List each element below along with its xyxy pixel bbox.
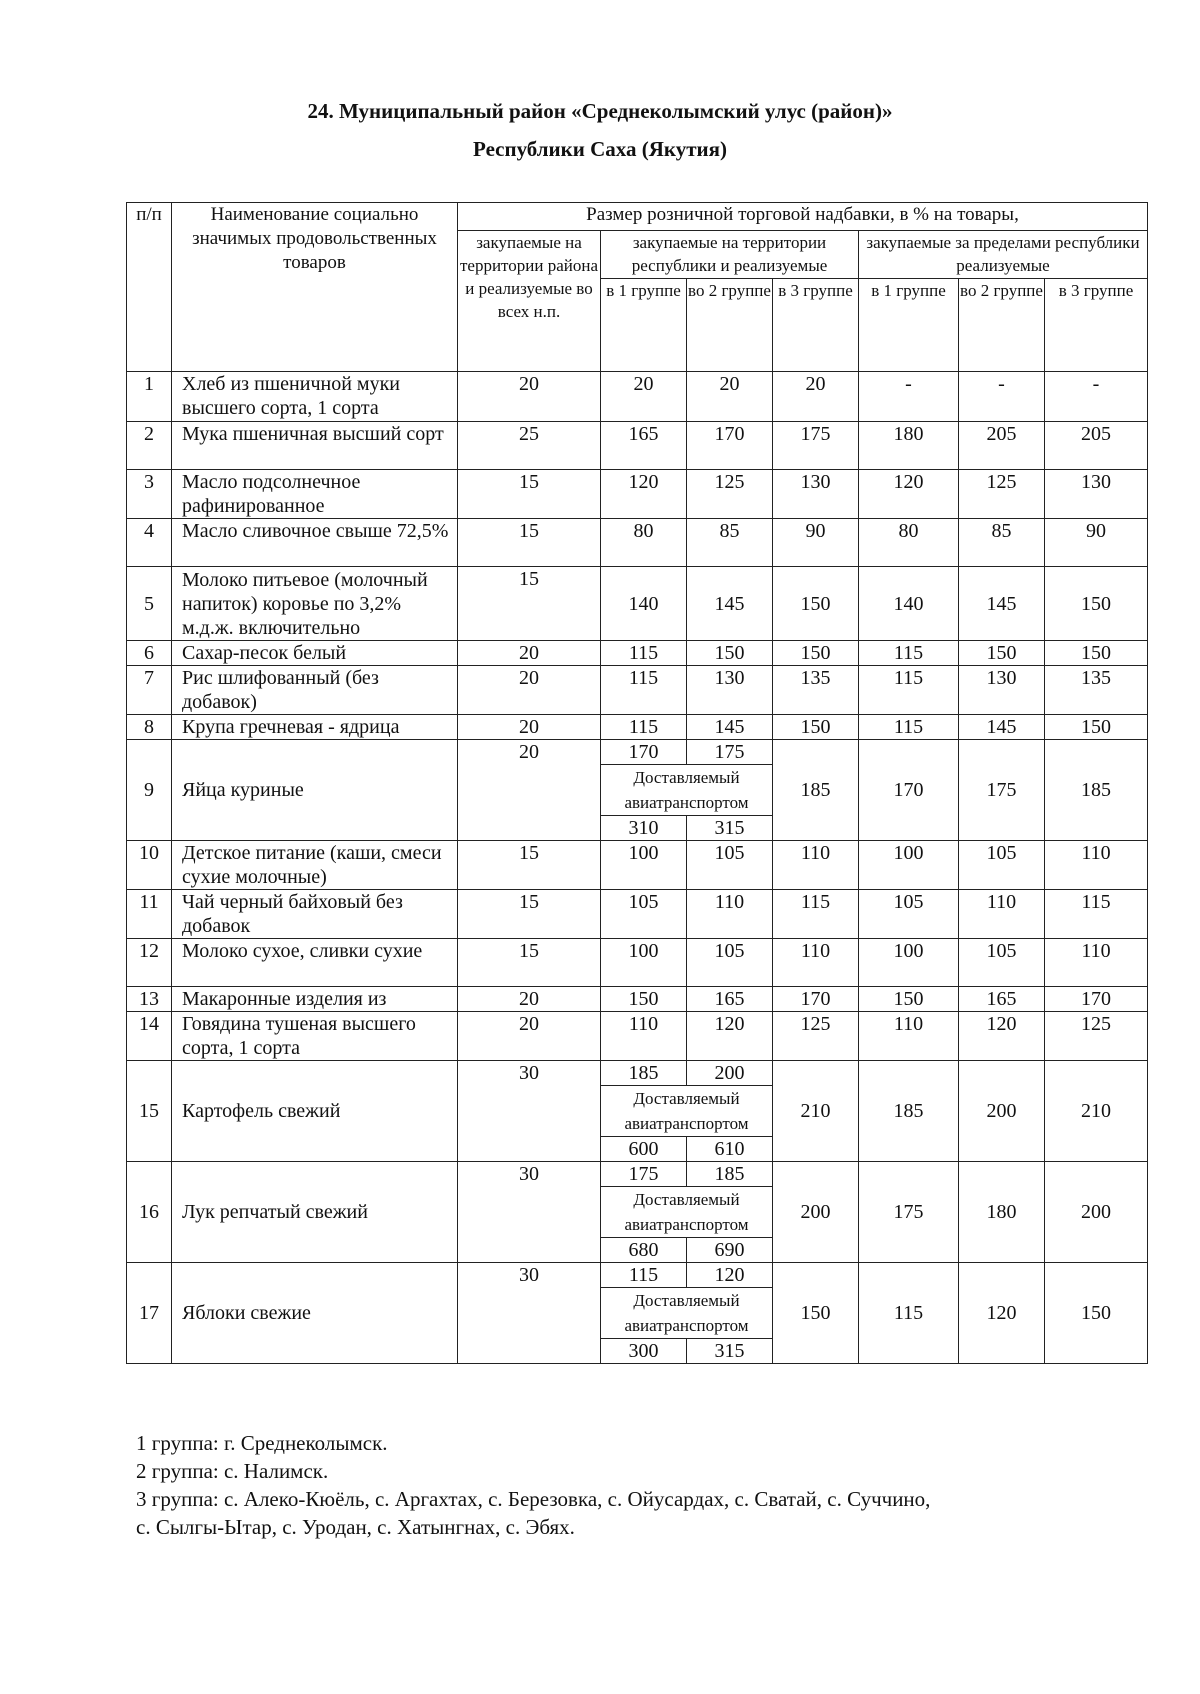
- table-row: [127, 519, 1148, 567]
- cell-air-delivery: [601, 740, 773, 841]
- table-row: [127, 890, 1148, 939]
- cell-o1: 115: [859, 666, 959, 715]
- cell-r2: 20: [687, 372, 773, 422]
- cell-local: 15: [458, 841, 601, 890]
- cell-r1: 185: [601, 1061, 687, 1086]
- cell-n: 8: [127, 715, 172, 740]
- table-row: [127, 987, 1148, 1012]
- cell-local: 15: [458, 890, 601, 939]
- cell-name: Масло подсолнечное рафинированное: [172, 470, 458, 519]
- cell-r2: 165: [687, 987, 773, 1012]
- cell-r1: 20: [601, 372, 687, 422]
- cell-r3: 110: [773, 939, 859, 987]
- cell-r2: 170: [687, 422, 773, 470]
- cell-local: 20: [458, 1012, 601, 1061]
- table-row: [127, 470, 1148, 519]
- cell-n: 6: [127, 641, 172, 666]
- air-delivery-label: Доставляемый авиатранспортом: [601, 1086, 772, 1137]
- header-out-g2: во 2 группе: [959, 279, 1045, 372]
- cell-r2: 150: [687, 641, 773, 666]
- cell-r2: 105: [687, 841, 773, 890]
- cell-o1: 150: [859, 987, 959, 1012]
- legend-group-3-continued: с. Сылгы-Ытар, с. Уродан, с. Хатынгнах, с. Эбях.: [136, 1515, 575, 1539]
- cell-air-delivery: [601, 1162, 773, 1263]
- cell-n: 11: [127, 890, 172, 939]
- cell-r1: 105: [601, 890, 687, 939]
- cell-r3: 135: [773, 666, 859, 715]
- cell-o2: 180: [959, 1162, 1045, 1263]
- cell-o3: 90: [1045, 519, 1148, 567]
- cell-local: 20: [458, 666, 601, 715]
- cell-r2: 125: [687, 470, 773, 519]
- cell-o2: 120: [959, 1012, 1045, 1061]
- cell-local: 20: [458, 641, 601, 666]
- table-row: [127, 939, 1148, 987]
- cell-air-g2: 690: [687, 1238, 773, 1263]
- table-row: [127, 841, 1148, 890]
- header-rep-g2: во 2 группе: [687, 279, 773, 372]
- cell-name: Молоко питьевое (молочный напиток) коровье по 3,2% м.д.ж. включительно: [172, 567, 458, 641]
- cell-o3: 150: [1045, 567, 1148, 641]
- cell-air-g1: 300: [601, 1339, 687, 1364]
- cell-r2: 85: [687, 519, 773, 567]
- cell-r2: 130: [687, 666, 773, 715]
- cell-r1: 140: [601, 567, 687, 641]
- cell-local: 30: [458, 1162, 601, 1263]
- cell-r3: 210: [773, 1061, 859, 1162]
- table-row: [127, 422, 1148, 470]
- cell-o2: 150: [959, 641, 1045, 666]
- cell-r1: 150: [601, 987, 687, 1012]
- cell-r2: 145: [687, 567, 773, 641]
- cell-r1: 100: [601, 841, 687, 890]
- legend-group-1: 1 группа: г. Среднеколымск.: [136, 1431, 388, 1455]
- cell-r2: 145: [687, 715, 773, 740]
- header-num: п/п: [127, 203, 172, 372]
- table-row: [127, 641, 1148, 666]
- cell-o1: 100: [859, 841, 959, 890]
- cell-name: Молоко сухое, сливки сухие: [172, 939, 458, 987]
- cell-n: 2: [127, 422, 172, 470]
- cell-air-delivery: [601, 1061, 773, 1162]
- cell-o1: 115: [859, 1263, 959, 1364]
- cell-r3: 185: [773, 740, 859, 841]
- cell-n: 12: [127, 939, 172, 987]
- cell-r1: 80: [601, 519, 687, 567]
- cell-name: Чай черный байховый без добавок: [172, 890, 458, 939]
- cell-r2: 185: [714, 1163, 745, 1185]
- cell-air-g1: 600: [601, 1137, 687, 1162]
- cell-local: 30: [458, 1061, 601, 1162]
- cell-o2: 175: [959, 740, 1045, 841]
- markup-table: [126, 202, 1148, 1364]
- table-row: [127, 1012, 1148, 1061]
- cell-o2: 120: [959, 1263, 1045, 1364]
- cell-name: Макаронные изделия из: [172, 987, 458, 1012]
- cell-n: 1: [127, 372, 172, 422]
- cell-r2: 175: [714, 741, 745, 763]
- header-local: закупаемые на территории района и реализуемые во всех н.п.: [458, 231, 601, 372]
- table-row: [127, 1263, 1148, 1364]
- cell-r3: 125: [773, 1012, 859, 1061]
- cell-r1: 170: [601, 740, 687, 765]
- cell-o3: 185: [1045, 740, 1148, 841]
- cell-n: 16: [127, 1162, 172, 1263]
- cell-o3: 150: [1045, 715, 1148, 740]
- table-row: [127, 666, 1148, 715]
- air-delivery-label: Доставляемый авиатранспортом: [601, 1288, 772, 1339]
- page-title: 24. Муниципальный район «Среднеколымский улус (район)»: [307, 99, 893, 123]
- header-out-g3: в 3 группе: [1045, 279, 1148, 372]
- cell-o1: 105: [859, 890, 959, 939]
- cell-local: 15: [458, 470, 601, 519]
- cell-air-g2: 315: [687, 1339, 773, 1364]
- cell-r3: 110: [773, 841, 859, 890]
- cell-name: Говядина тушеная высшего сорта, 1 сорта: [172, 1012, 458, 1061]
- cell-r2: 110: [687, 890, 773, 939]
- cell-n: 5: [127, 567, 172, 641]
- cell-o2: 205: [959, 422, 1045, 470]
- cell-o3: 110: [1045, 841, 1148, 890]
- header-markup: Размер розничной торговой надбавки, в % на товары,: [458, 203, 1148, 231]
- cell-o3: 200: [1045, 1162, 1148, 1263]
- table-row: [127, 567, 1148, 641]
- cell-name: Яйца куриные: [172, 740, 458, 841]
- cell-r3: 20: [773, 372, 859, 422]
- cell-local: 20: [458, 372, 601, 422]
- cell-o1: 175: [859, 1162, 959, 1263]
- cell-local: 15: [458, 519, 601, 567]
- cell-n: 7: [127, 666, 172, 715]
- cell-o2: 105: [959, 841, 1045, 890]
- group-legend: [136, 1429, 1136, 1541]
- cell-air-g1: 680: [601, 1238, 687, 1263]
- cell-r3: 115: [773, 890, 859, 939]
- cell-o2: -: [959, 372, 1045, 422]
- cell-air-g1: 310: [601, 816, 687, 841]
- header-republic: закупаемые на территории республики и реализуемые: [601, 231, 859, 279]
- cell-n: 17: [127, 1263, 172, 1364]
- cell-r3: 175: [773, 422, 859, 470]
- cell-o2: 145: [959, 715, 1045, 740]
- cell-r1: 115: [601, 1263, 687, 1288]
- cell-r2: 200: [714, 1062, 745, 1084]
- cell-r2: 105: [687, 939, 773, 987]
- cell-o1: 100: [859, 939, 959, 987]
- cell-local: 25: [458, 422, 601, 470]
- cell-r1: 110: [601, 1012, 687, 1061]
- cell-o3: 150: [1045, 641, 1148, 666]
- cell-name: Детское питание (каши, смеси сухие молочные): [172, 841, 458, 890]
- table-row: [127, 715, 1148, 740]
- cell-o1: 115: [859, 715, 959, 740]
- cell-o3: 210: [1045, 1061, 1148, 1162]
- cell-r3: 200: [773, 1162, 859, 1263]
- cell-o3: 115: [1045, 890, 1148, 939]
- cell-r2: 120: [714, 1264, 745, 1286]
- cell-n: 15: [127, 1061, 172, 1162]
- table-row: [127, 740, 1148, 841]
- cell-name: Сахар-песок белый: [172, 641, 458, 666]
- header-out-g1: в 1 группе: [859, 279, 959, 372]
- cell-r1: 115: [601, 641, 687, 666]
- cell-o1: 110: [859, 1012, 959, 1061]
- air-delivery-label: Доставляемый авиатранспортом: [601, 765, 772, 816]
- cell-o2: 125: [959, 470, 1045, 519]
- cell-o1: 185: [859, 1061, 959, 1162]
- cell-air-g2: 610: [687, 1137, 773, 1162]
- cell-o2: 165: [959, 987, 1045, 1012]
- cell-o2: 200: [959, 1061, 1045, 1162]
- cell-o1: 120: [859, 470, 959, 519]
- cell-local: 30: [458, 1263, 601, 1364]
- cell-o2: 145: [959, 567, 1045, 641]
- header-rep-g1: в 1 группе: [601, 279, 687, 372]
- cell-o2: 85: [959, 519, 1045, 567]
- cell-r3: 130: [773, 470, 859, 519]
- cell-r3: 150: [773, 641, 859, 666]
- header-name: Наименование социально значимых продовольственных товаров: [172, 203, 458, 372]
- cell-r1: 120: [601, 470, 687, 519]
- cell-n: 9: [127, 740, 172, 841]
- cell-r1: 115: [601, 715, 687, 740]
- table-row: [127, 1162, 1148, 1263]
- cell-local: 15: [458, 939, 601, 987]
- cell-n: 13: [127, 987, 172, 1012]
- cell-r1: 165: [601, 422, 687, 470]
- legend-group-2: 2 группа: с. Налимск.: [136, 1459, 329, 1483]
- cell-o3: 110: [1045, 939, 1148, 987]
- table-row: [127, 1061, 1148, 1162]
- cell-air-delivery: [601, 1263, 773, 1364]
- page-subtitle: Республики Саха (Якутия): [473, 137, 727, 161]
- cell-name: Хлеб из пшеничной муки высшего сорта, 1 сорта: [172, 372, 458, 422]
- header-rep-g3: в 3 группе: [773, 279, 859, 372]
- cell-name: Масло сливочное свыше 72,5%: [172, 519, 458, 567]
- cell-air-g2: 315: [687, 816, 773, 841]
- legend-group-3: 3 группа: с. Алеко-Кюёль, с. Аргахтах, с. Березовка, с. Ойусардах, с. Сватай, с. Суччино,: [136, 1487, 931, 1511]
- cell-r1: 100: [601, 939, 687, 987]
- cell-o1: 180: [859, 422, 959, 470]
- cell-name: Рис шлифованный (без добавок): [172, 666, 458, 715]
- cell-name: Лук репчатый свежий: [172, 1162, 458, 1263]
- cell-o3: 130: [1045, 470, 1148, 519]
- cell-n: 3: [127, 470, 172, 519]
- cell-r1: 115: [601, 666, 687, 715]
- cell-o1: 170: [859, 740, 959, 841]
- header-outside: закупаемые за пределами республики реализуемые: [859, 231, 1148, 279]
- cell-name: Картофель свежий: [172, 1061, 458, 1162]
- cell-o3: 125: [1045, 1012, 1148, 1061]
- cell-n: 14: [127, 1012, 172, 1061]
- cell-local: 15: [458, 567, 601, 641]
- cell-name: Крупа гречневая - ядрица: [172, 715, 458, 740]
- table-row: [127, 372, 1148, 422]
- cell-o1: -: [859, 372, 959, 422]
- cell-name: Мука пшеничная высший сорт: [172, 422, 458, 470]
- cell-r3: 170: [773, 987, 859, 1012]
- cell-o3: 170: [1045, 987, 1148, 1012]
- cell-o3: 135: [1045, 666, 1148, 715]
- cell-r3: 150: [773, 1263, 859, 1364]
- cell-r3: 90: [773, 519, 859, 567]
- air-delivery-label: Доставляемый авиатранспортом: [601, 1187, 772, 1238]
- cell-n: 4: [127, 519, 172, 567]
- cell-o1: 140: [859, 567, 959, 641]
- cell-r1: 175: [601, 1162, 687, 1187]
- cell-local: 20: [458, 987, 601, 1012]
- cell-r3: 150: [773, 567, 859, 641]
- cell-o1: 115: [859, 641, 959, 666]
- cell-o2: 105: [959, 939, 1045, 987]
- cell-local: 20: [458, 740, 601, 841]
- cell-o3: 205: [1045, 422, 1148, 470]
- cell-o1: 80: [859, 519, 959, 567]
- cell-n: 10: [127, 841, 172, 890]
- cell-r3: 150: [773, 715, 859, 740]
- cell-name: Яблоки свежие: [172, 1263, 458, 1364]
- cell-o2: 110: [959, 890, 1045, 939]
- cell-local: 20: [458, 715, 601, 740]
- cell-o3: -: [1045, 372, 1148, 422]
- cell-r2: 120: [687, 1012, 773, 1061]
- cell-o2: 130: [959, 666, 1045, 715]
- cell-o3: 150: [1045, 1263, 1148, 1364]
